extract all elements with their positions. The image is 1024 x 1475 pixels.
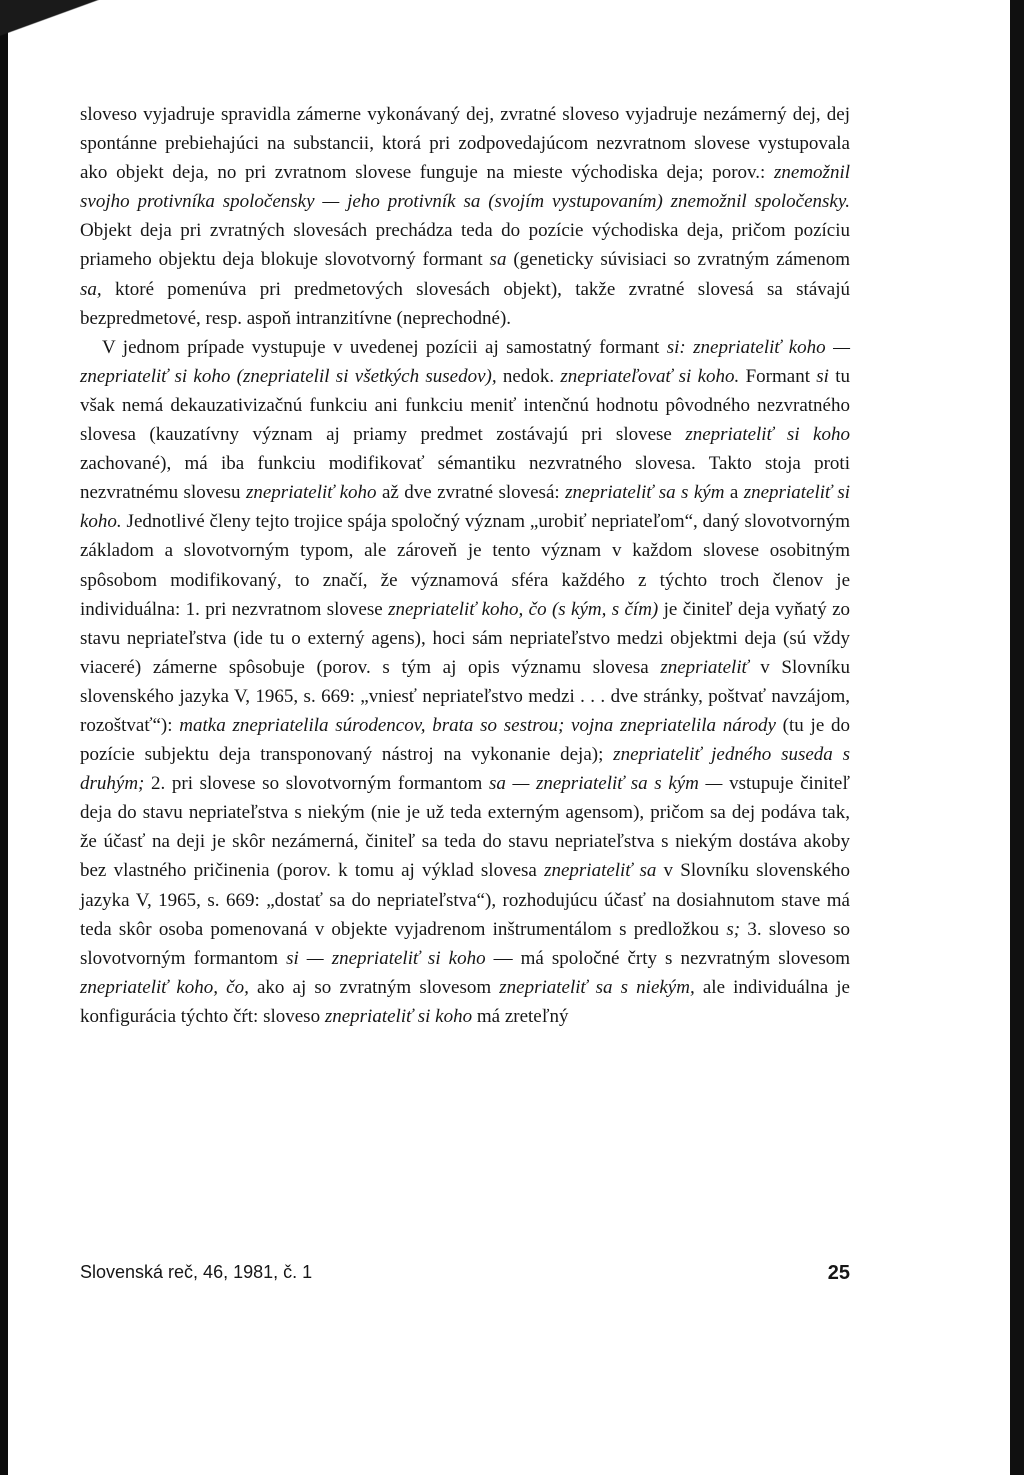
italic-example: s; [726, 918, 741, 940]
italic-example: znepriateliť sa s kým [565, 482, 725, 504]
paragraph [80, 333, 850, 1031]
paragraph [80, 100, 850, 333]
scan-edge-left [0, 0, 8, 1475]
page-footer [80, 1262, 850, 1292]
italic-example: znepriateliť sa s niekým, [499, 976, 695, 998]
italic-example: znepriateliť si koho [324, 1005, 473, 1027]
italic-example: znepriateliť koho, čo, [80, 976, 249, 998]
text-run: zachované), má iba funkciu modifikovať sémantiku nezvratného slovesa. Takto stoja proti nezvratnému slovesu [80, 453, 850, 504]
text-run: sloveso vyjadruje spravidla zámerne vykonávaný dej, zvratné sloveso vyjadruje nezámerný dej, dej spontánne prebiehajúci na substancii, ktorá pri zodpovedajúcom nezvratnom slovese vystupovala ako objekt deja, no pri zvratnom slovese funguje na mieste východiska deja; porov.: [80, 104, 850, 184]
italic-example: si: znepriateliť koho — znepriateliť si koho (znepriatelil si všetkých susedov), [80, 336, 850, 387]
italic-example: znepriateliť sa [544, 860, 657, 882]
italic-example: si [816, 365, 829, 387]
text-run: ako aj so zvratným slovesom [248, 976, 500, 998]
text-run: (tu je do pozície subjektu deja transponovaný nástroj na vykonanie deja); [80, 714, 850, 766]
text-run: má zreteľný [472, 1005, 569, 1027]
text-run: — má spoločné črty s nezvratným slovesom [485, 947, 850, 969]
body-text [80, 100, 850, 1031]
italic-example: sa, [80, 278, 102, 300]
text-run: nedok. [496, 365, 561, 387]
text-run: Objekt deja pri zvratných slovesách prechádza teda do pozície východiska deja, pričom pozíciu priameho objektu deja blokuje slovotvorný formant [80, 220, 850, 271]
text-run: tu však nemá dekauzativizačnú funkciu ani funkciu meniť intenčnú hodnotu pôvodného nezvratného slovesa (kauzatívny význam aj priamy predmet zostávajú pri slovese [80, 365, 851, 446]
italic-example: sa [489, 249, 507, 271]
text-run: 2. pri slovese so slovotvorným formantom [144, 773, 489, 795]
text-run: je činiteľ deja vyňatý zo stavu nepriateľstva (ide tu o externý agens), hoci sám nepriateľstvo medzi objektmi deja (sú vždy viaceré) zámerne spôsobuje (porov. s tým aj opis významu slovesa [80, 598, 851, 678]
journal-citation: Slovenská reč, 46, 1981, č. 1 [80, 1262, 313, 1282]
text-run: a [724, 482, 744, 504]
italic-example: znepriateliť si koho [685, 424, 850, 446]
italic-example: sa — znepriateliť sa s kým — [488, 773, 723, 795]
page-number: 25 [827, 1262, 850, 1284]
italic-example: znepriateliť koho, čo (s kým, s čím) [388, 598, 659, 620]
italic-example: si — znepriateliť si koho [286, 947, 486, 969]
text-run: v Slovníku slovenského jazyka V, 1965, s. 669: „vniesť nepriateľstvo medzi . . . dve stránky, poštvať navzájom, rozoštvať“): [80, 656, 851, 736]
italic-example: matka znepriatelila súrodencov, brata so sestrou; vojna znepriatelila národy [179, 714, 776, 736]
text-run: v Slovníku slovenského jazyka V, 1965, s. 669: „dostať sa do nepriateľstva“), rozhodujúcu účasť na dosiahnutom stave má teda skôr osoba pomenovaná v objekte vyjadrenom inštrumentálom s predložkou [80, 860, 851, 940]
italic-example: znepriateliť [660, 656, 749, 678]
text-run: V jednom prípade vystupuje v uvedenej pozícii aj samostatný formant [102, 336, 667, 358]
text-run: ktoré pomenúva pri predmetových slovesách objekt), takže zvratné slovesá sa stávajú bezpredmetové, resp. aspoň intranzitívne (neprechodné). [80, 278, 850, 329]
text-run: ale individuálna je konfigurácia týchto čŕt: sloveso [80, 976, 850, 1027]
text-run: až dve zvratné slovesá: [376, 482, 566, 504]
scan-edge-right [1010, 0, 1024, 1475]
italic-example: znepriateľovať si koho. [560, 365, 740, 387]
italic-example: znepriateliť si koho. [80, 482, 851, 533]
text-run: vstupuje činiteľ deja do stavu nepriateľstva s niekým (nie je už teda externým agensom), pričom sa dej podáva tak, že účasť na deji je skôr nezámerná, činiteľ sa teda do stavu nepriateľstva s niekým dostáva akoby bez vlastného pričinenia (porov. k tomu aj výklad slovesa [80, 773, 850, 882]
text-run: Formant [739, 365, 817, 387]
italic-example: znepriateliť koho [245, 482, 377, 504]
text-run: Jednotlivé členy tejto trojice spája spoločný význam „urobiť nepriateľom“, daný slovotvorným základom a slovotvorným typom, ale zároveň je tento význam v každom slovese osobitným spôsobom modifikovaný, to značí, že významová sféra každého z týchto troch členov je individuálna: 1. pri nezvratnom slovese [80, 511, 850, 620]
italic-example: znepriateliť jedného suseda s druhým; [80, 744, 850, 795]
text-run: 3. sloveso so slovotvorným formantom [80, 918, 850, 969]
text-run: (geneticky súvisiaci so zvratným zámenom [506, 249, 850, 271]
scan-edge-top [0, 0, 130, 70]
italic-example: znemožnil svojho protivníka spoločensky — jeho protivník sa (svojím vystupovaním) znemožnil spoločensky. [80, 162, 850, 213]
